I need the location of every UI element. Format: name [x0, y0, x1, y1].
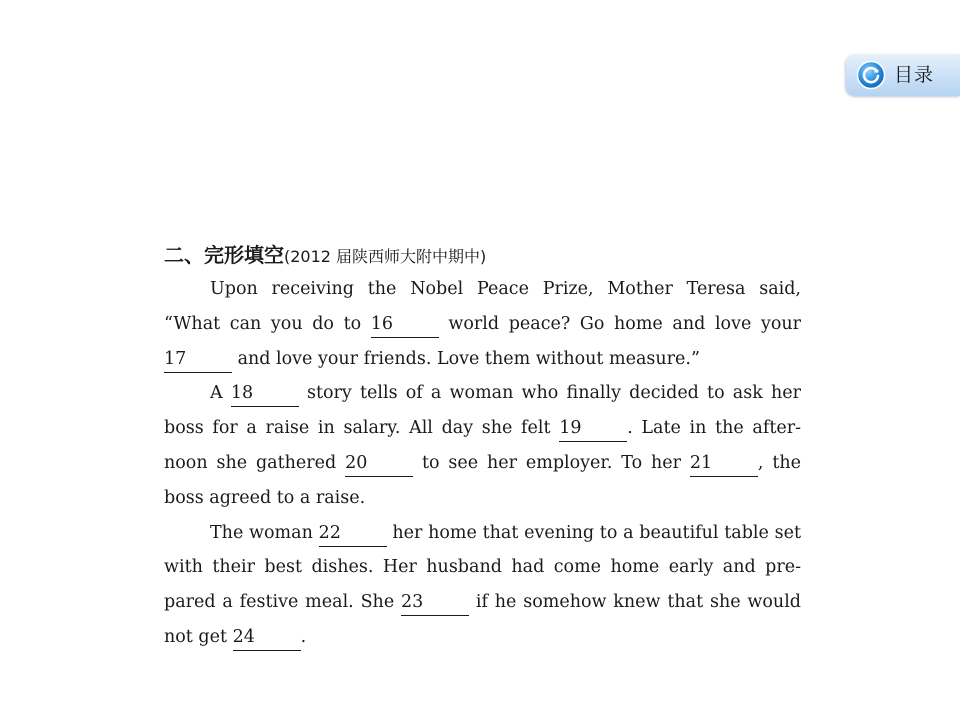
blank-22[interactable]: 22 — [319, 520, 387, 547]
passage-line: Upon receiving the Nobel Peace Prize, Mother Teresa said, — [210, 279, 801, 299]
blank-23[interactable]: 23 — [401, 589, 469, 616]
passage-line: not get 24 . — [164, 620, 801, 655]
toc-button[interactable] — [846, 54, 960, 96]
circular-arrow-icon — [856, 60, 886, 90]
section-title: 二、完形填空 — [164, 243, 284, 267]
passage-line: with their best dishes. Her husband had come home early and pre- — [164, 557, 801, 578]
blank-19[interactable]: 19 — [559, 415, 627, 442]
toc-label: 目录 — [894, 64, 935, 86]
blank-17[interactable]: 17 — [164, 346, 232, 373]
blank-24[interactable]: 24 — [233, 624, 301, 651]
passage-line: 17 and love your friends. Love them without measure.” — [164, 342, 801, 377]
passage-line: pared a festive meal. She 23 if he somehow knew that she would — [164, 585, 801, 620]
blank-20[interactable]: 20 — [345, 450, 413, 477]
passage-line: noon she gathered 20 to see her employer. To her 21 , the — [164, 446, 801, 481]
blank-18[interactable]: 18 — [231, 380, 299, 407]
section-source: (2012 届陕西师大附中期中) — [284, 247, 487, 266]
cloze-passage — [164, 272, 801, 655]
passage-line: “What can you do to 16 world peace? Go home and love your — [164, 307, 801, 342]
section-heading — [164, 240, 486, 270]
blank-16[interactable]: 16 — [371, 311, 439, 338]
passage-line: boss for a raise in salary. All day she felt 19 . Late in the after- — [164, 411, 801, 446]
passage-line: A 18 story tells of a woman who finally decided to ask her — [164, 376, 801, 411]
passage-line: The woman 22 her home that evening to a beautiful table set — [164, 516, 801, 551]
passage-line: boss agreed to a raise. — [164, 487, 366, 508]
blank-21[interactable]: 21 — [690, 450, 758, 477]
